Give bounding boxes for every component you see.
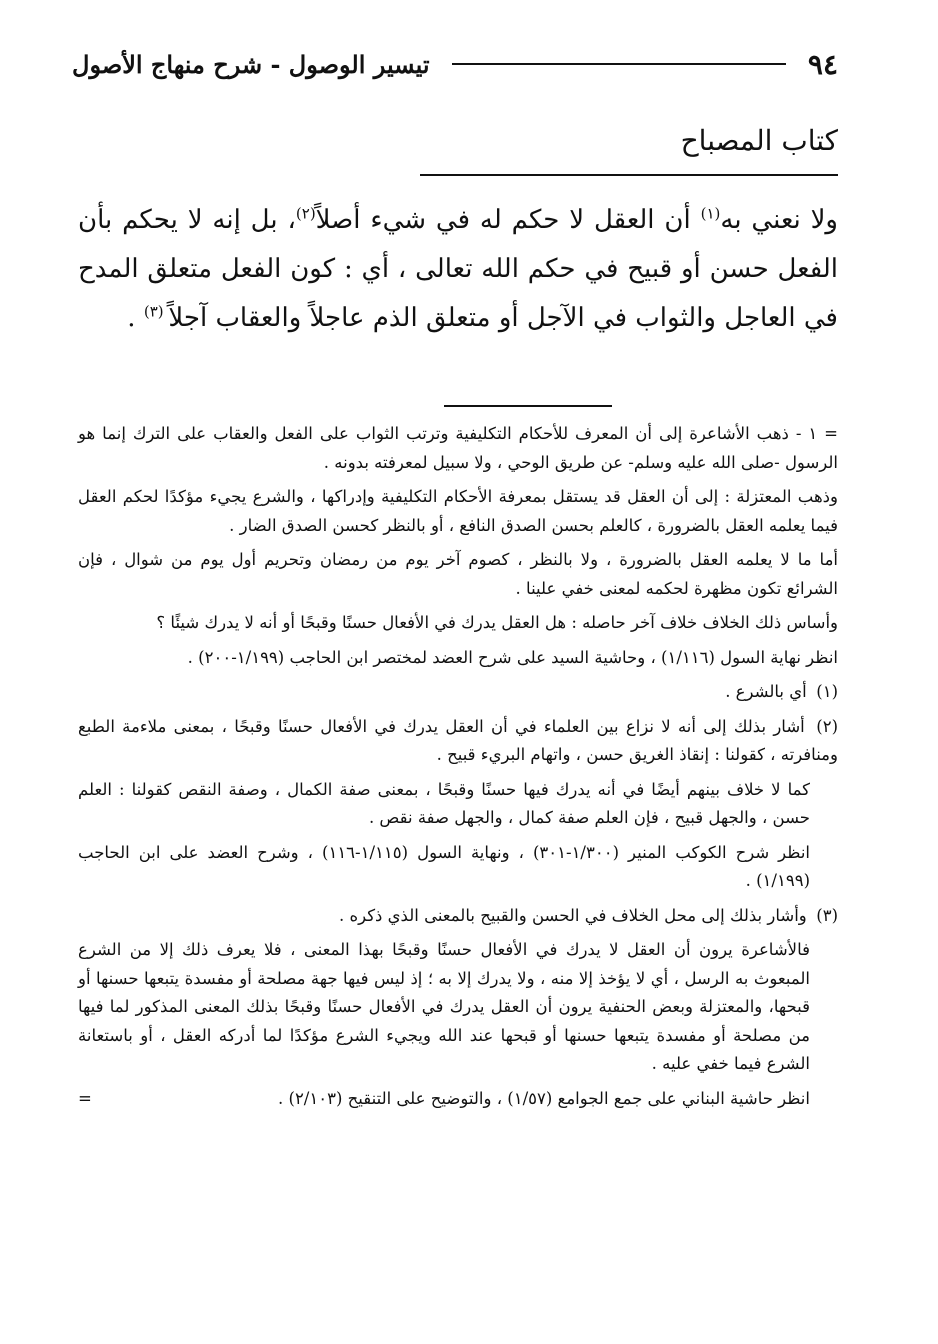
- main-text: [78, 196, 838, 343]
- footnote-2-text: أشار بذلك إلى أنه لا نزاع بين العلماء في أن العقل يدرك في الأفعال حسنًا وقبحًا ، بمعنى ملاءمة الطبع ومنافرته ، كقولنا : إنقاذ الغريق حسن ، واتهام البريء قبيح .: [78, 716, 838, 764]
- page-number: ٩٤: [807, 47, 838, 81]
- main-text-part-3: ، بل إنه لا يحكم بأن الفعل حسن أو قبيح في حكم الله تعالى ، أي : كون الفعل متعلق المدح في العاجل والثواب في الآجل أو متعلق الذم عاجلاً والعقاب آجلاً: [78, 205, 838, 333]
- continued-note-line: وذهب المعتزلة : إلى أن العقل قد يستقل بمعرفة الأحكام التكليفية وإدراكها ، والشرع يجيء مؤكدًا لحكم العقل فيما يعلمه العقل بالضرورة ، كالعلم بحسن الصدق النافع ، أو بالنظر كحسن الصدق الضار .: [78, 487, 838, 535]
- footnote-3-reference: انظر حاشية البناني على جمع الجوامع (١/٥٧) ، والتوضيح على التنقيح (٢/١٠٣) .: [278, 1088, 810, 1108]
- footnote-3-paragraph: فالأشاعرة يرون أن العقل لا يدرك في الأفعال حسنًا وقبحًا بهذا المعنى ، فلا يعرف ذلك إلا من الشرع المبعوث به الرسل ، أي لا يؤخذ إلا منه ، ولا يدرك إلا به ؛ إذ ليس فيها جهة مصلحة أو مفسدة يتبعها حسنها أو قبحها، والمعتزلة وبعض الحنفية يرون أن العقل يدرك في الأفعال حسنًا وقبحًا بذلك المعنى المذكور لما فيها من مصلحة أو مفسدة يتبعها حسنها أو قبحها عند الله ويجيء الشرع مؤكدًا لما أدركه العقل ، أو باستعانة الشرع فيما خفي عليه .: [78, 940, 810, 1073]
- footnote-3-paragraph: [78, 1085, 838, 1114]
- page-header: [72, 44, 838, 84]
- continued-note-line: انظر نهاية السول (١/١١٦) ، وحاشية السيد على شرح العضد لمختصر ابن الحاجب (١/١٩٩-٢٠٠) .: [187, 647, 838, 667]
- main-text-part-4: .: [127, 303, 144, 333]
- header-rule: [452, 63, 786, 65]
- footnote-2-paragraph: كما لا خلاف بينهم أيضًا في أنه يدرك فيها حسنًا وقبحًا ، بمعنى صفة الكمال ، وصفة النقص كقولنا : العلم حسن ، والجهل قبيح ، فإن العلم صفة كمال ، والجهل صفة نقص .: [78, 779, 810, 827]
- continued-note-line: = ١ - ذهب الأشاعرة إلى أن المعرف للأحكام التكليفية وترتب الثواب على الفعل والعقاب على الترك إنما هو الرسول -صلى الله عليه وسلم- عن طريق الوحي ، ولا سبيل لمعرفته بدونه .: [78, 424, 838, 472]
- section-title-rule: [420, 174, 838, 176]
- footnotes: [78, 420, 838, 1119]
- footnote-1-number: (١): [816, 682, 838, 701]
- footnote-1-text: أي بالشرع .: [725, 682, 807, 701]
- main-paragraph: [78, 196, 838, 343]
- footnote-3-number: (٣): [816, 905, 838, 925]
- footnote-3-text: وأشار بذلك إلى محل الخلاف في الحسن والقبيح بالمعنى الذي ذكره .: [338, 905, 807, 925]
- continuation-mark: =: [78, 1088, 92, 1108]
- footnote-ref-1[interactable]: (١): [700, 204, 721, 223]
- footnote-2-paragraph: انظر شرح الكوكب المنير (١/٣٠٠-٣٠١) ، ونهاية السول (١/١١٥-١١٦) ، وشرح العضد على ابن الحاجب (١/١٩٩) .: [78, 842, 810, 890]
- footnote-ref-2[interactable]: (٢): [295, 204, 316, 223]
- footnote-2: [78, 713, 838, 770]
- continued-note-line: أما ما لا يعلمه العقل بالضرورة ، ولا بالنظر ، كصوم آخر يوم من رمضان وتحريم أول يوم من شوال ، فإن الشرائع تكون مظهرة لحكمه لمعنى خفي علينا .: [78, 550, 838, 598]
- footnote-2-number: (٢): [816, 716, 838, 736]
- footnotes-separator: [444, 405, 612, 407]
- footnote-ref-3[interactable]: (٣): [143, 302, 169, 321]
- section-title: كتاب المصباح: [680, 124, 838, 157]
- main-text-part-1: ولا نعني به: [720, 205, 838, 235]
- main-text-part-2: أن العقل لا حكم له في شيء أصلاً: [315, 205, 701, 235]
- footnote-3: [78, 902, 838, 931]
- running-title: تيسير الوصول - شرح منهاج الأصول: [72, 49, 430, 79]
- footnote-1: [78, 678, 838, 707]
- continued-note-line: وأساس ذلك الخلاف خلاف آخر حاصله : هل العقل يدرك في الأفعال حسنًا وقبحًا أو أنه لا يدرك شيئًا ؟: [156, 613, 838, 632]
